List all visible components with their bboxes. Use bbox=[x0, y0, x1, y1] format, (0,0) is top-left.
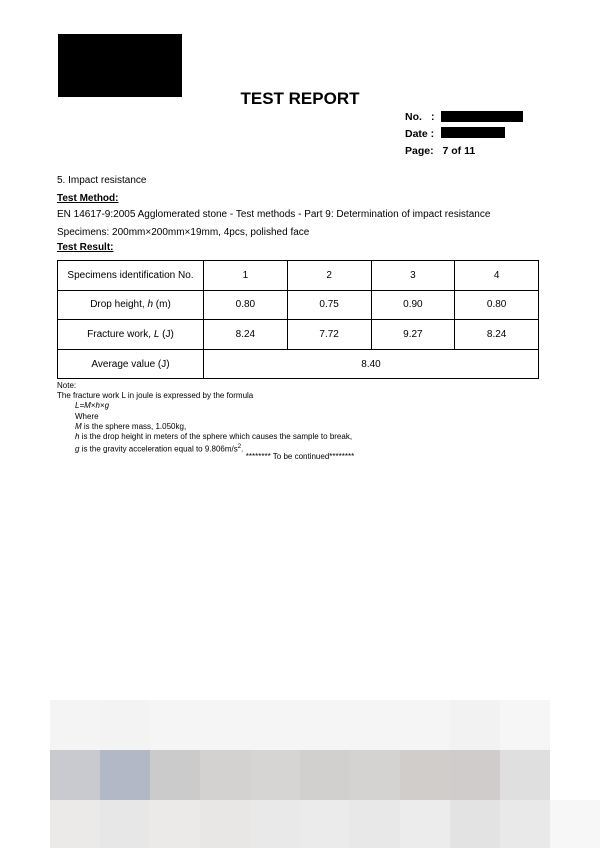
notes-block bbox=[57, 381, 352, 455]
specimen-id: 4 bbox=[455, 261, 539, 291]
page-number: 7 of 11 bbox=[442, 145, 476, 157]
pixelated-footer bbox=[50, 700, 600, 848]
page-label: Page: bbox=[405, 145, 434, 157]
row-label: Fracture work, L (J) bbox=[58, 320, 204, 350]
formula: L=M×h×g bbox=[75, 401, 110, 411]
table-row bbox=[58, 349, 539, 379]
table-row bbox=[58, 290, 539, 320]
section-heading: 5. Impact resistance bbox=[57, 175, 147, 186]
specimen-id: 1 bbox=[204, 261, 288, 291]
table-header-row bbox=[58, 261, 539, 291]
table-header-label: Specimens identification No. bbox=[58, 261, 204, 291]
gravity-definition: g is the gravity acceleration equal to $9.806m/s^2$. bbox=[75, 444, 244, 454]
result-table bbox=[57, 260, 539, 379]
row-label: Drop height, h (m) bbox=[58, 290, 204, 320]
test-result-title: Test Result: bbox=[57, 242, 114, 253]
table-cell: 8.24 bbox=[204, 320, 288, 350]
report-number-label: No. bbox=[405, 111, 422, 123]
test-method-text: EN 14617-9:2005 Agglomerated stone - Test methods - Part 9: Determination of impact resistance bbox=[57, 209, 491, 220]
specimens-text: Specimens: 200mm×200mm×19mm, 4pcs, polished face bbox=[57, 227, 310, 238]
average-value: 8.40 bbox=[204, 349, 539, 379]
redacted-report-date bbox=[441, 127, 505, 138]
table-cell: 0.80 bbox=[204, 290, 288, 320]
table-cell: 8.24 bbox=[455, 320, 539, 350]
where-label: Where bbox=[75, 411, 99, 421]
specimen-id: 2 bbox=[287, 261, 371, 291]
redacted-logo bbox=[58, 34, 182, 97]
page-indicator bbox=[405, 145, 475, 157]
note-label: Note: bbox=[57, 381, 77, 390]
table-cell: 0.90 bbox=[371, 290, 455, 320]
report-number-row: No. : bbox=[405, 111, 435, 123]
table-cell: 7.72 bbox=[287, 320, 371, 350]
continued-notice: ******** To be continued******** bbox=[245, 452, 355, 461]
table-cell: 0.75 bbox=[287, 290, 371, 320]
report-date-label: Date : bbox=[405, 128, 435, 140]
table-row bbox=[58, 320, 539, 350]
redacted-report-number bbox=[441, 111, 523, 122]
average-label: Average value (J) bbox=[58, 349, 204, 379]
formula-intro: The fracture work L in joule is expressed by the formula bbox=[57, 391, 254, 401]
table-cell: 0.80 bbox=[455, 290, 539, 320]
height-definition: h is the drop height in meters of the sphere which causes the sample to break, bbox=[75, 432, 353, 442]
mass-definition: M is the sphere mass, 1.050kg, bbox=[75, 421, 187, 431]
specimen-id: 3 bbox=[371, 261, 455, 291]
table-cell: 9.27 bbox=[371, 320, 455, 350]
test-method-title: Test Method: bbox=[57, 193, 119, 204]
page-title: TEST REPORT bbox=[240, 89, 360, 108]
